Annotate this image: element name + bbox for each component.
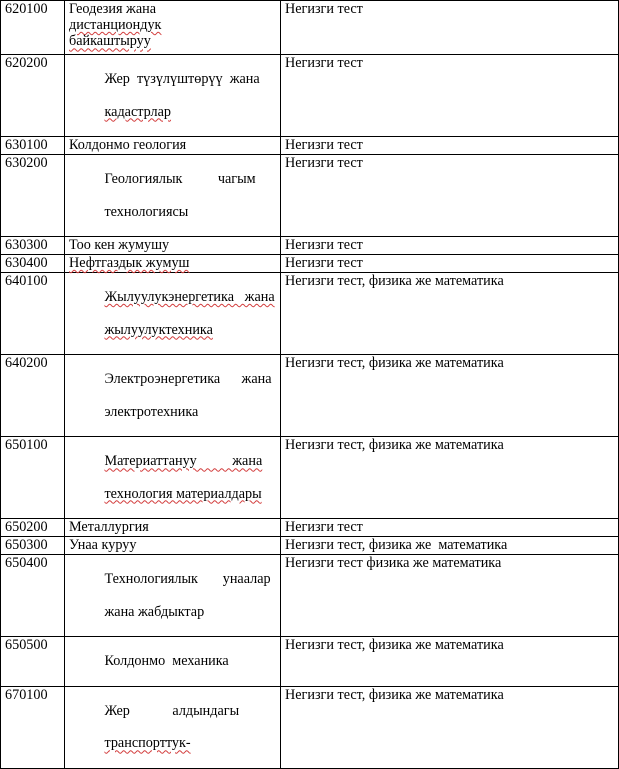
specialty-name: Металлургия xyxy=(65,519,281,537)
table-row xyxy=(1,686,619,768)
required-test: Негизги тест, физика же математика xyxy=(281,273,619,355)
specialty-code: 650400 xyxy=(1,555,65,637)
specialty-code: 650200 xyxy=(1,519,65,537)
specialty-name: Унаа куруу xyxy=(65,537,281,555)
required-test: Негизги тест xyxy=(281,55,619,137)
specialty-name: Электроэнергетика жана электротехника xyxy=(65,355,281,437)
specialty-name: Материаттануу жана технология материалдары xyxy=(65,437,281,519)
specialty-code: 630200 xyxy=(1,155,65,237)
specialty-name: Колдонмо механика xyxy=(65,637,281,687)
specialty-code: 650300 xyxy=(1,537,65,555)
required-test: Негизги тест, физика же математика xyxy=(281,437,619,519)
specialty-code: 640100 xyxy=(1,273,65,355)
table-row xyxy=(1,437,619,519)
required-test: Негизги тест xyxy=(281,1,619,55)
required-test: Негизги тест, физика же математика xyxy=(281,537,619,555)
table-row xyxy=(1,537,619,555)
specialty-name: Жер алдындагы транспорттук- xyxy=(65,686,281,768)
specialty-code: 630400 xyxy=(1,255,65,273)
specialty-name: Колдонмо геология xyxy=(65,137,281,155)
table-row xyxy=(1,555,619,637)
table-row xyxy=(1,155,619,237)
required-test: Негизги тест физика же математика xyxy=(281,555,619,637)
table-row xyxy=(1,255,619,273)
required-test: Негизги тест xyxy=(281,137,619,155)
specialty-code: 620100 xyxy=(1,1,65,55)
table-row xyxy=(1,519,619,537)
specialty-name: Нефтгаздык жумуш xyxy=(65,255,281,273)
required-test: Негизги тест xyxy=(281,237,619,255)
specialty-name: Геодезия жана дистанциондук байкаштыруу xyxy=(65,1,281,55)
specialty-code: 640200 xyxy=(1,355,65,437)
table-row xyxy=(1,237,619,255)
specialty-code: 630100 xyxy=(1,137,65,155)
table-row xyxy=(1,355,619,437)
table-row xyxy=(1,55,619,137)
specialty-code: 630300 xyxy=(1,237,65,255)
specialty-name: Тоо кен жумушу xyxy=(65,237,281,255)
specialty-code: 650100 xyxy=(1,437,65,519)
table-row xyxy=(1,137,619,155)
specialty-code: 670100 xyxy=(1,686,65,768)
required-test: Негизги тест xyxy=(281,519,619,537)
specialty-name: Жылуулукэнергетика жана жылуулуктехника xyxy=(65,273,281,355)
specialty-code: 620200 xyxy=(1,55,65,137)
required-test: Негизги тест xyxy=(281,155,619,237)
specialty-code: 650500 xyxy=(1,637,65,687)
required-test: Негизги тест xyxy=(281,255,619,273)
required-test: Негизги тест, физика же математика xyxy=(281,637,619,687)
table-row xyxy=(1,637,619,687)
required-test: Негизги тест, физика же математика xyxy=(281,355,619,437)
specialty-name: Геологиялык чагым технологиясы xyxy=(65,155,281,237)
specialty-name: Жер түзүлүштөрүү жана кадастрлар xyxy=(65,55,281,137)
required-test: Негизги тест, физика же математика xyxy=(281,686,619,768)
table-row xyxy=(1,1,619,55)
table-row xyxy=(1,273,619,355)
specialty-name: Технологиялык унаалар жана жабдыктар xyxy=(65,555,281,637)
